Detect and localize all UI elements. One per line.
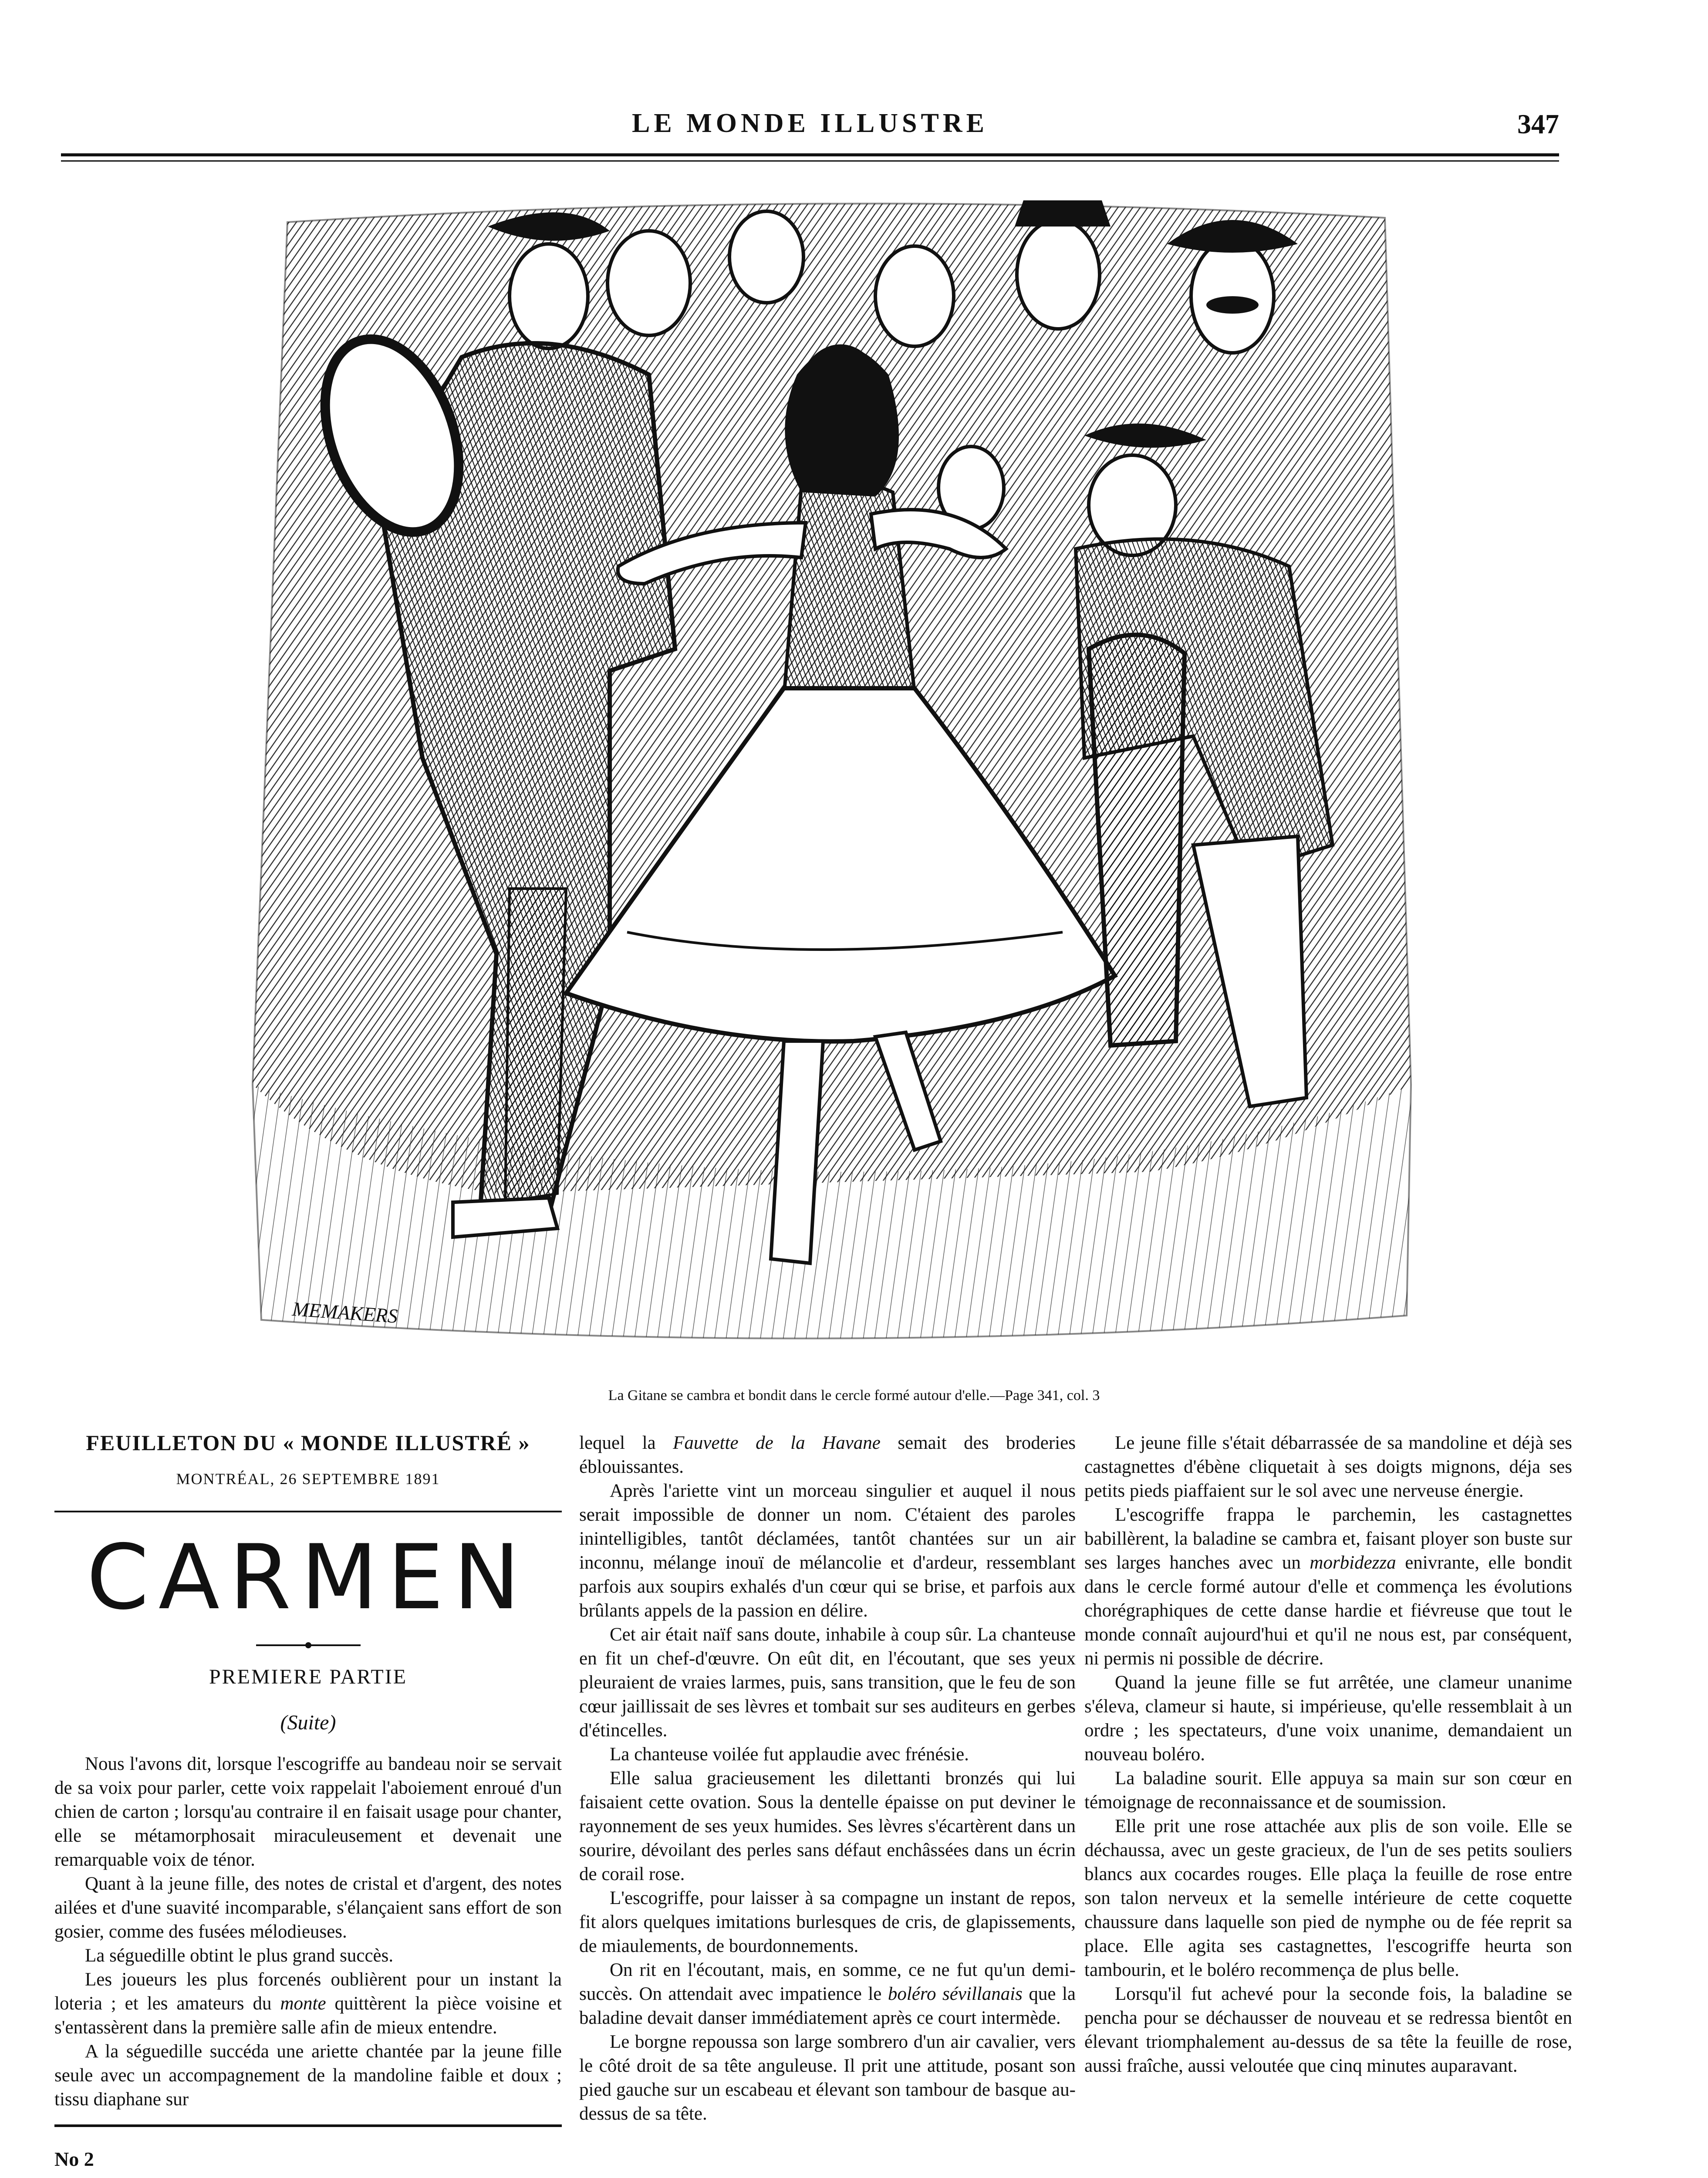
text-column-2: [579, 1431, 1076, 2126]
paragraph: Le jeune fille s'était débarrassée de sa mandoline et déjà ses castagnettes d'ébène cliquetait à ses doigts mignons, déja ses petits pieds piaffaient sur le sol avec une nerveuse énergie.: [1084, 1433, 1572, 1501]
text-column-1: [54, 1431, 562, 2171]
paragraph: [54, 1968, 562, 2039]
text-run: quittèrent la pièce voisine et s'entassèrent dans la première salle afin de mieux entendre.: [54, 1993, 562, 2038]
text-run: lequel la: [579, 1433, 673, 1453]
paragraph: Quant à la jeune fille, des notes de cristal et d'argent, des notes ailées et d'une suavité incomparable, s'élançaient sans effort de son gosier, comme des fusées mélodieuses.: [54, 1874, 562, 1942]
feuilleton-heading: FEUILLETON DU « MONDE ILLUSTRÉ »: [86, 1431, 530, 1455]
paragraph: Le borgne repoussa son large sombrero d'un air cavalier, vers le côté droit de sa tête anguleuse. Il prit une attitude, posant son pied gauche sur un escabeau et élevant son tambour de basque au-dessus de sa tête.: [579, 2032, 1076, 2124]
dance-illustration: [235, 192, 1437, 1359]
page-header: [61, 108, 1559, 156]
italic-term: boléro sévillanais: [888, 1984, 1023, 2004]
column-end-rule: [54, 2124, 562, 2127]
flourish-ornament: [256, 1639, 361, 1652]
text-column-3: [1084, 1431, 1572, 2078]
illustration-caption: La Gitane se cambra et bondit dans le cercle formé autour d'elle.—Page 341, col. 3: [608, 1387, 1100, 1404]
paragraph: Elle salua gracieusement les dilettanti bronzés qui lui faisaient cette ovation. Sous la dentelle épaisse on put deviner le rayonnement de ses yeux humides. Ses lèvres s'écartèrent dans un sourire, dévoilant des perles sans défaut enchâssées dans un écrin de corail rose.: [579, 1768, 1076, 1884]
artist-signature: MEMAKERS: [291, 1298, 398, 1327]
text-run: L'escogriffe frappa le parchemin, les castagnettes babillèrent, la baladine se cambra et, faisant ployer son buste sur ses larges hanches avec un: [1084, 1505, 1572, 1573]
header-rule-thin: [61, 160, 1559, 162]
italic-term: monte: [280, 1993, 326, 2014]
paragraph: La chanteuse voilée fut applaudie avec frénésie.: [610, 1744, 969, 1765]
paragraph: Lorsqu'il fut achevé pour la seconde fois, la baladine se pencha pour se déchausser de nouveau et se redressa bientôt en élevant triomphalement au-dessus de sa tête la feuille de rose, aussi fraîche, aussi veloutée que cinq minutes auparavant.: [1084, 1984, 1572, 2076]
page-number: 347: [1517, 108, 1559, 139]
paragraph: A la séguedille succéda une ariette chantée par la jeune fille seule avec un accompagnement de la mandoline faible et doux ; tissu diaphane sur: [54, 2041, 562, 2110]
header-rule-thick: [61, 153, 1559, 156]
italic-term: morbidezza: [1310, 1552, 1396, 1573]
paragraph: [1084, 1503, 1572, 1671]
paragraph: Cet air était naïf sans doute, inhabile à coup sûr. La chanteuse en fit un chef-d'œuvre. On eût dit, en l'écoutant, que ses yeux pleuraient de vraies larmes, puis, sans transition, que le feu de son cœur jaillissait de ses lèvres et tombait sur ses auditeurs en gerbes d'étincelles.: [579, 1624, 1076, 1741]
text-run: Les joueurs les plus forcenés oublièrent pour un instant la loteria ; et les amateurs du: [54, 1969, 562, 2014]
paragraph: Elle prit une rose attachée aux plis de son voile. Elle se déchaussa, avec un geste gracieux, de l'un de ses petits souliers blancs aux cocardes rouges. Elle plaça la feuille de rose entre son talon nerveux et la semelle intérieure de cette coquette chaussure dans laquelle son pied de nymphe ou de fée reprit sa place. Elle agita ses castagnettes, l'escogriffe heurta son tambourin, et le boléro recommença de plus belle.: [1084, 1816, 1572, 1980]
paragraph: [579, 1958, 1076, 2030]
paragraph: Nous l'avons dit, lorsque l'escogriffe au bandeau noir se servait de sa voix pour parler, cette voix rappelait l'aboiement enroué d'un chien de carton ; lorsqu'au contraire il en faisait usage pour chanter, elle se métamorphosait miraculeusement et devenait une remarquable voix de ténor.: [54, 1754, 562, 1870]
text-run: que la baladine devait danser immédiatement après ce court intermède.: [579, 1984, 1076, 2028]
text-run: On rit en l'écoutant, mais, en somme, ce ne fut qu'un demi-succès. On attendait avec impatience le: [579, 1960, 1076, 2004]
text-run: enivrante, elle bondit dans le cercle formé autour d'elle et commença les évolutions chorégraphiques de cette danse hardie et fiévreuse que tout le monde connaît aujourd'hui et qu'il ne nous est, par conséquent, ni permis ni possible de décrire.: [1084, 1552, 1572, 1669]
issue-number: No 2: [54, 2148, 94, 2170]
heading-rule: [54, 1511, 562, 1512]
part-heading: PREMIERE PARTIE: [209, 1665, 408, 1688]
paragraph: La baladine sourit. Elle appuya sa main sur son cœur en témoignage de reconnaissance et de soumission.: [1084, 1768, 1572, 1813]
paragraph: L'escogriffe, pour laisser à sa compagne un instant de repos, fit alors quelques imitations burlesques de cris, de glapissements, de miaulements, de bourdonnements.: [579, 1888, 1076, 1956]
suite-label: (Suite): [280, 1711, 336, 1734]
story-title: CARMEN: [86, 1526, 530, 1630]
paragraph: Après l'ariette vint un morceau singulier et auquel il nous serait impossible de donner un nom. C'étaient des paroles inintelligibles, tantôt déclamées, tantôt chantées sur un air inconnu, mélange inouï de mélancolie et d'ardeur, ressemblant parfois aux soupirs exhalés d'un cœur qui se brise, et parfois aux brûlants appels de la passion en délire.: [579, 1481, 1076, 1621]
paragraph: [579, 1431, 1076, 1479]
paragraph: La séguedille obtint le plus grand succès.: [85, 1945, 394, 1966]
dateline: MONTRÉAL, 26 SEPTEMBRE 1891: [176, 1470, 440, 1488]
text-run: semait des broderies éblouissantes.: [579, 1433, 1076, 1477]
masthead: LE MONDE ILLUSTRE: [632, 108, 988, 138]
paragraph: Quand la jeune fille se fut arrêtée, une clameur unanime s'éleva, clameur si haute, si impérieuse, qu'elle ressemblait à un ordre ; les spectateurs, d'une voix unanime, demandaient un nouveau boléro.: [1084, 1672, 1572, 1765]
italic-term: Fauvette de la Havane: [673, 1433, 881, 1453]
